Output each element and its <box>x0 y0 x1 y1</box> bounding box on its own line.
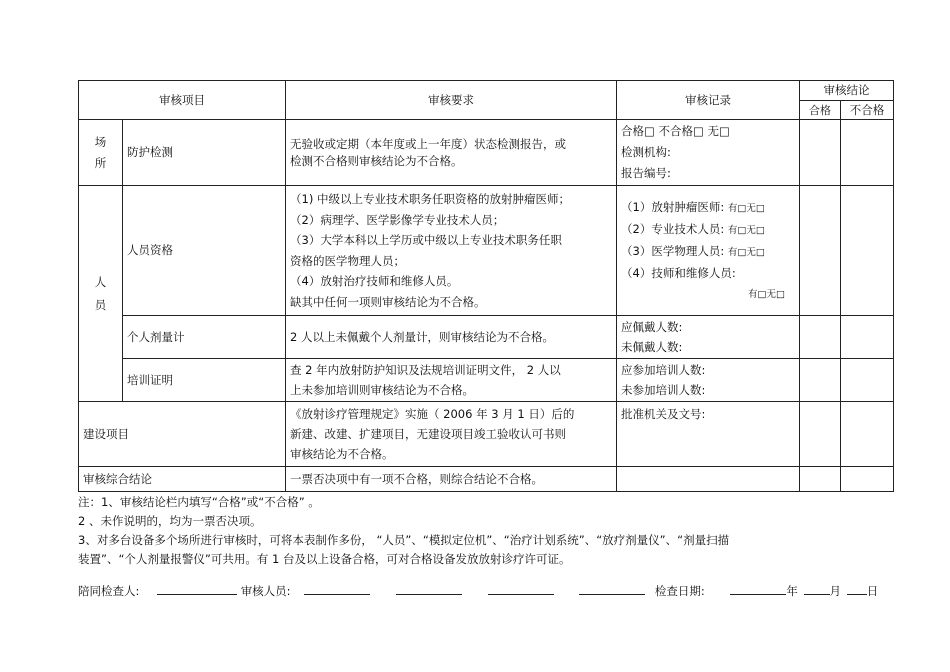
header-record: 审核记录 <box>617 81 800 120</box>
date-label: 检查日期: <box>654 584 705 598</box>
staff-training-item: 培训证明 <box>123 359 286 402</box>
note-line: 注：1、审核结论栏内填写“合格”或“不合格” 。 <box>78 495 320 509</box>
checkbox-group[interactable]: 有□无□ <box>727 246 765 258</box>
checkbox-group[interactable]: 有□无□ <box>727 202 765 214</box>
header-conclusion: 审核结论 <box>800 81 894 101</box>
day-label: 日 <box>866 584 879 598</box>
year-label: 年 <box>786 584 798 598</box>
staff-dosimeter-item: 个人剂量计 <box>123 316 286 359</box>
staff-qualification-requirement: （1) 中级以上专业技术职务任职资格的放射肿瘤医师； （2）病理学、医学影像学专业技术人员； （3）大学本科以上学历或中级以上专业技术职务任职 资格的医学物理人员； （4）放射治疗技师和维修人员。 缺其中任何一项则审核结论为不合格。 <box>286 186 617 316</box>
overall-requirement: 一票否决项中有一项不合格，则综合结论不合格。 <box>286 467 617 492</box>
month-field[interactable] <box>804 582 830 595</box>
qualification-fail-cell[interactable] <box>841 186 894 316</box>
reviewer-field-3[interactable] <box>488 582 554 595</box>
project-record[interactable]: 批准机关及文号: <box>617 402 800 467</box>
site-pass-cell[interactable] <box>800 120 841 186</box>
overall-pass-cell[interactable] <box>800 467 841 492</box>
year-field[interactable] <box>730 582 786 595</box>
dosimeter-pass-cell[interactable] <box>800 316 841 359</box>
staff-qualification-item: 人员资格 <box>123 186 286 316</box>
companion-field[interactable] <box>157 582 237 595</box>
reviewer-field-2[interactable] <box>396 582 462 595</box>
staff-dosimeter-requirement: 2 人以上未佩戴个人剂量计，则审核结论为不合格。 <box>286 316 617 359</box>
staff-group-label: 人 员 <box>79 186 123 402</box>
note-line: 2 、未作说明的，均为一票否决项。 <box>78 514 262 528</box>
staff-dosimeter-record[interactable]: 应佩戴人数: 未佩戴人数: <box>617 316 800 359</box>
overall-label: 审核综合结论 <box>79 467 286 492</box>
companion-label: 陪同检查人: <box>78 584 140 598</box>
reviewer-label: 审核人员: <box>240 584 291 598</box>
overall-fail-cell[interactable] <box>841 467 894 492</box>
project-requirement: 《放射诊疗管理规定》实施（ 2006 年 3 月 1 日）后的 新建、改建、扩建项目，无建设项目竣工验收认可书则 审核结论为不合格。 <box>286 402 617 467</box>
note-line: 3、对多台设备多个场所进行审核时，可将本表制作多份， “人员”、“模拟定位机”、“治疗计划系统”、“放疗剂量仪”、“剂量扫描 <box>78 533 730 547</box>
header-fail: 不合格 <box>841 101 894 120</box>
site-requirement: 无验收或定期（本年度或上一年度）状态检测报告，或 检测不合格则审核结论为不合格。 <box>286 120 617 186</box>
checkbox-group[interactable]: 有□无□ <box>748 288 785 300</box>
header-pass: 合格 <box>800 101 841 120</box>
day-field[interactable] <box>847 582 867 595</box>
overall-record[interactable] <box>617 467 800 492</box>
site-group-label: 场 所 <box>79 120 123 186</box>
checkbox-group[interactable]: 有□无□ <box>727 224 765 236</box>
header-requirement: 审核要求 <box>286 81 617 120</box>
reviewer-field-4[interactable] <box>579 582 645 595</box>
audit-table <box>78 80 894 492</box>
project-fail-cell[interactable] <box>841 402 894 467</box>
reviewer-field-1[interactable] <box>304 582 370 595</box>
project-pass-cell[interactable] <box>800 402 841 467</box>
site-record[interactable]: 合格□ 不合格□ 无□ 检测机构: 报告编号: <box>617 120 800 186</box>
header-item: 审核项目 <box>79 81 286 120</box>
signature-row <box>78 582 893 599</box>
site-protection-item: 防护检测 <box>123 120 286 186</box>
staff-qualification-record[interactable]: （1）放射肿瘤医师: 有□无□ （2）专业技术人员: 有□无□ （3）医学物理人员: 有□无□ （4）技师和维修人员: 有□无□ <box>617 186 800 316</box>
project-item: 建设项目 <box>79 402 286 467</box>
dosimeter-fail-cell[interactable] <box>841 316 894 359</box>
note-line: 装置”、“个人剂量报警仪”可共用。有 1 台及以上设备合格，可对合格设备发放放射诊疗许可证。 <box>78 552 571 566</box>
staff-training-requirement: 查 2 年内放射防护知识及法规培训证明文件， 2 人以 上未参加培训则审核结论为不合格。 <box>286 359 617 402</box>
notes <box>78 493 893 569</box>
training-pass-cell[interactable] <box>800 359 841 402</box>
training-fail-cell[interactable] <box>841 359 894 402</box>
qualification-pass-cell[interactable] <box>800 186 841 316</box>
site-fail-cell[interactable] <box>841 120 894 186</box>
month-label: 月 <box>829 584 842 598</box>
staff-training-record[interactable]: 应参加培训人数: 未参加培训人数: <box>617 359 800 402</box>
site-checkboxes[interactable]: 合格□ 不合格□ 无□ <box>621 124 730 138</box>
